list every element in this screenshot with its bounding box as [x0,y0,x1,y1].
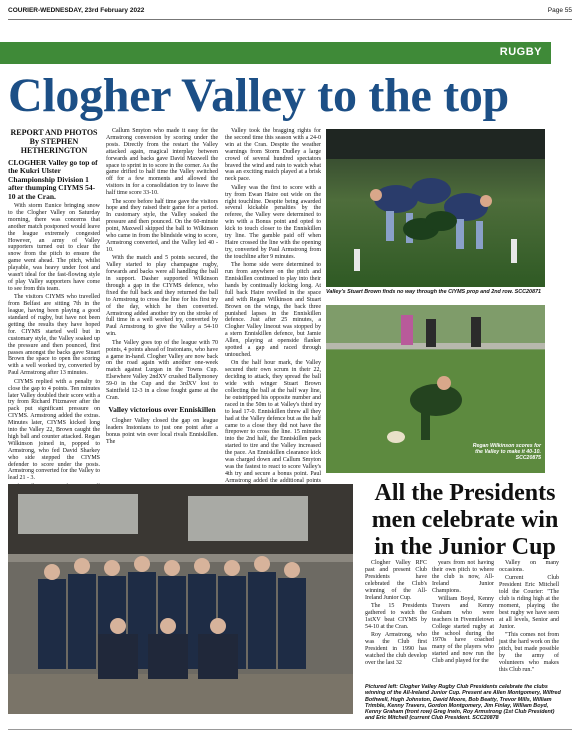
paragraph: On the half hour mark, the Valley secured their own scrum in their 22, deciding to attack, they spread the ball wide with winger Stuart Brown collecting the ball at the half way line, he outstripped his opposite number and raced in the 50m to at Valley's third try to lead 17-0. Enniskillen threw all they had at the Valley defence but as the half came to a close they did not have the firepower to cross the line. 15 minutes into the 2nd half, the Enniskillen pack started to tire and the Valley increased the pace. An Enniskillen clearance kick was charged down and Callum Smyton was the fastest to react to score Valley's 4th try and secure a bonus point. Paul Armstrong added the additional points [225,360,321,484]
paragraph: Clogher Valley closed the gap on league leaders Instonians to just one point after a bonus point win over local rivals Enniskillen. The [106,418,218,446]
paragraph: Callum Smyton who made it easy for the Armstrong conversion by scoring under the posts. Directly from the restart the Valley attacked again, magical interplay between forwards and backs gave David Maxwell the space to sprint in to score in the corner. As the game drifted to half time the Valley switched off for a few moments and allowed the visitors in for a consolidation try to leave the half time score 33-10. [106,128,218,197]
byline-line-1: REPORT AND PHOTOS [10,128,98,137]
byline [8,128,100,155]
paragraph: With storm Eunice bringing snow to the Clogher Valley on Saturday morning, there was concerns that another match postponed would leave the league extremely congested However, an army of Valley supporters turned out to clear the snow from the pitch to ensure the game went ahead. The pitch, whilst playable, was heavy under foot and wasn't ideal for the fast-flowing style of play Valley supporters have come to see from this team. [8,203,100,292]
paragraph: Valley took the bragging rights for the second time this season with a 24-0 win at the Cran. Despite the weather warnings from Storm Dudley a large crowd of several hundred spectators braved the wind and rain to watch what was an exciting match played at a brisk neck pace. [225,128,321,183]
story2-column-1 [365,560,427,680]
photo-presidents-image [8,484,353,714]
paragraph: With the match and 5 points secured, the Valley started to play champagne rugby, forwards and backs were all handling the ball in support. Dasher supported Wilkinson through a gap in the CIYMS defence, who fixed the full back and they returned the ball to Armstrong to cross the line for his first try of the day, which he then converted. Armstrong added another try on the stroke of full time in a well worked try, converted by Paul Armstrong to give the Valley a 54-10 win. [106,255,218,338]
footer-rule [8,729,572,730]
story1-column-1 [8,128,100,482]
photo-scrum-image [326,129,545,287]
byline-line-2: By STEPHEN HETHERINGTON [20,137,88,155]
paragraph: Roy Armstrong, who was the Club first President in 1990 has watched the club develop over the last 32 [365,632,427,666]
paragraph: The visitors CIYMS who travelled from Belfast are sitting 7th in the league, having been playing a good standard of rugby, but have not been getting the results they have hoped for. CIYMS started well but in customary style, the Valley soaked up the pressure and then pounced, first passes amongst the backs gave Stuart Brown the space to open the scoring with a well worked try, converted by Paul Armstrong after 13 minutes. [8,294,100,377]
paragraph: "This comes not from just the hard work on the pitch, but made possible by the army of volunteers who makes this Club run." [499,632,559,673]
paragraph: William Boyd, Kenny Travers and Kenny Graham who were teachers in Fivemiletown College started rugby at the school during the 1970s have coached many of the players who started and now run the Club and played for the [432,596,494,665]
paragraph: Clogher Valley RFC past and present Club Presidents have celebrated the Club's winning of the All-Ireland Junior Cup. [365,560,427,601]
section-band [0,42,551,64]
story1-lead: CLOGHER Valley go top of the Kukri Ulster Championship Division 1 after thumping CIYMS 54-10 at the Cran. [8,158,98,201]
paragraph: The home side were determined to run from anywhere on the pitch and Enniskillen continued to play into their hands by continually kicking long. At full back Haire revelled in the space and with Regan Wilkinson and Stuart Brown on the wings, the back three punished lapses in the Enniskillen defence. Just after 25 minutes, a Clogher Valley lineout was stopped by a stern Enniskillen defence, but Jamie Allen, playing at openside flanker spotted a gap and raced through untouched. [225,262,321,358]
masthead-date: COURIER-WEDNESDAY, 23rd February 2022 [8,7,145,14]
story2-headline: All the Presidents men celebrate win in the Junior Cup [371,480,559,560]
photo-scrum [326,129,545,287]
story2-column-3 [499,560,559,680]
page-headline: Clogher Valley to the top [8,69,509,122]
page-number: Page 55 [547,7,572,14]
masthead-rule [8,19,572,20]
masthead [8,4,572,18]
paragraph: Current Club President Eric Mitchell told the Courier: "The club is riding high at the moment, playing the best rugby we have seen at all levels, Senior and Junior. [499,575,559,630]
story1-subhead: Valley victorious over Enniskillen [108,404,216,414]
photo-try [326,305,545,473]
section-label: RUGBY [499,46,542,58]
photo-presidents-caption: Pictured left: Clogher Valley Rugby Club Presidents celebrate the clubs winning of the All-Ireland Junior Cup. Present are Allen Montgomery, Wilfred Bothwell, Hugh Johnston, David Moore, Bob Beatty, Trevor Mills, William Trimble, Kenny Travers, Gordon Montgomery, Jim Finlay, William Boyd, Kenny Graham (front row) Greg Irwin, Roy Armstrong (1st Club President) and Eric Mitchell (current Club President. SCC20878 [365,684,561,722]
paragraph: CIYMS replied with a penalty to close the gap to 4 points. Ten minutes later Valley doubled their score with a try from Richard Fitzmaver after the pack put significant pressure on CIYMS. Armstrong added the extras. Minutes later, CIYMS kicked long into the Valley 22, Brown caught the high ball and counter attacked. Regan Wilkinson joined in, popped to Armstrong, who fed David Sharkey who side stepped the CIYMS defender to score under the posts. Armstrong converted for the Valley to lead 21 - 3. [8,378,100,482]
paragraph: Valley was the first to score with a try from Ewan Haire out wide on the right touchline. Despite being awarded several kickable penalties by the referee, the Valley were determined to win with a Bonus point and opted to kick to touch closer to the Enniskillen try line. The gamble paid off when Haire crossed the line with the opening try, converted by Paul Armstrong from the touchline after 9 minutes. [225,184,321,260]
photo-scrum-caption: Valley's Stuart Brown finds no way through the CIYMS prop and 2nd row. SCC20871 [326,289,542,295]
paragraph: The 15 Presidents gathered to watch the 1stXV beat CIYMS by 54-10 at the Cran. [365,602,427,630]
story1-column-3 [225,128,321,484]
story1-column-2 [106,128,218,468]
paragraph: The Valley goes top of the league with 70 points, 4 points ahead of Instonians, who have a game in-hand. Clogher Valley are now back on the road again with another one-week match against Lurgan in the Towns Cup. Elsewhere Valley 2ndXV crushed Ballymoney 59-0 in the Cup and the 3rdXV lost to Saintfield 12-3 in a close fought game at the Cran. [106,339,218,401]
story2-column-2 [432,560,494,680]
paragraph: years from not having their own pitch to where the club is now, All-Ireland Junior Champions. [432,560,494,594]
paragraph: The score before half time gave the visitors hope and they raised their game for a period. In customary style, the Valley soaked the pressure and then pounced. On the 60-minute point, Maxwell skipped the ball to Wilkinson who came in from the blindside wing to score, Armstrong converted, and the Valley led 40 - 10. [106,198,218,253]
paragraph: Valley on many occasions. [499,560,559,573]
photo-try-caption: Regan Wilkinson scores for the Valley to make it 40-10. SCC20875 [472,443,541,461]
photo-presidents [8,484,353,714]
